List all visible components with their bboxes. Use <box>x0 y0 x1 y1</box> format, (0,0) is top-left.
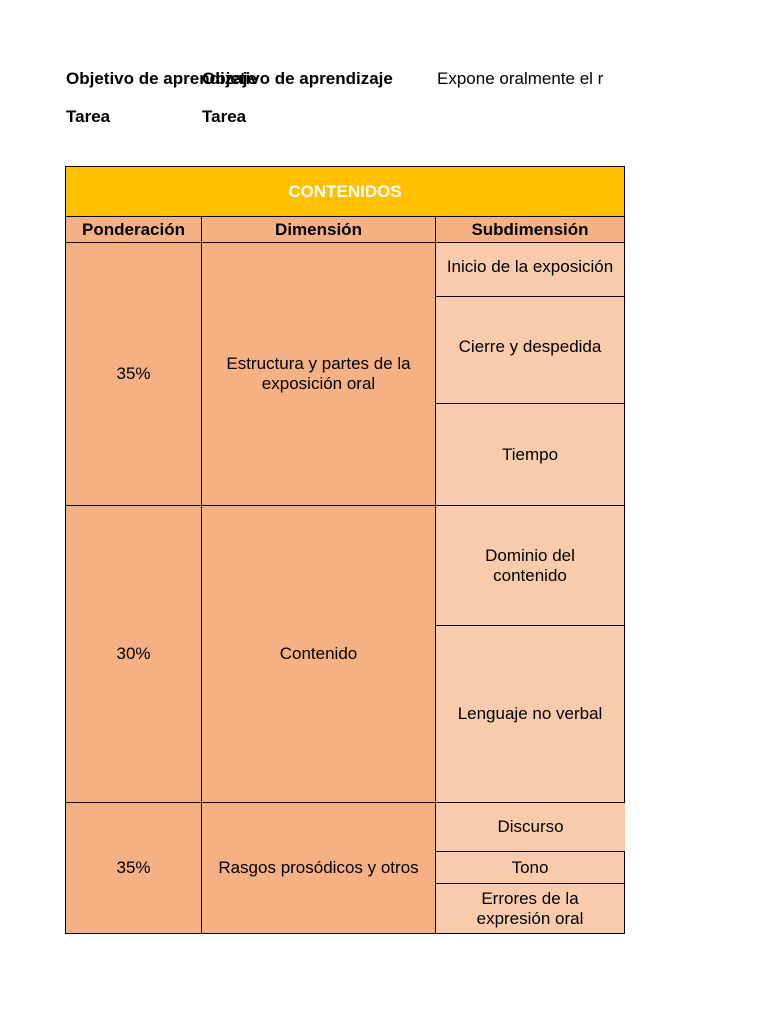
subdimension-cell: Inicio de la exposición <box>435 242 625 297</box>
contents-table <box>65 166 625 934</box>
objective-description: Expone oralmente el r <box>437 69 604 88</box>
column-header-dimension: Dimensión <box>201 216 436 243</box>
subdimension-cell: Tiempo <box>435 403 625 506</box>
column-header-ponderacion: Ponderación <box>65 216 202 243</box>
subdimension-cell: Errores de la expresión oral <box>435 883 625 934</box>
weight-cell-3: 35% <box>65 802 202 934</box>
dimension-cell-1: Estructura y partes de la exposición oral <box>201 242 436 506</box>
task-value: Tarea <box>202 107 247 126</box>
dimension-cell-2: Contenido <box>201 505 436 803</box>
subdimension-cell: Dominio del contenido <box>435 505 625 626</box>
weight-cell-1: 35% <box>65 242 202 506</box>
column-header-subdimension: Subdimensión <box>435 216 625 243</box>
objective-label: Objetivo de aprendizaje <box>66 69 257 88</box>
weight-cell-2: 30% <box>65 505 202 803</box>
task-label: Tarea <box>66 107 111 126</box>
subdimension-cell: Cierre y despedida <box>435 296 625 404</box>
dimension-cell-3: Rasgos prosódicos y otros <box>201 802 436 934</box>
subdimension-cell: Tono <box>435 851 625 884</box>
table-title: CONTENIDOS <box>65 166 625 217</box>
subdimension-cell: Lenguaje no verbal <box>435 625 625 803</box>
objective-value: Objetivo de aprendizaje <box>202 69 393 88</box>
subdimension-cell: Discurso <box>435 802 625 852</box>
